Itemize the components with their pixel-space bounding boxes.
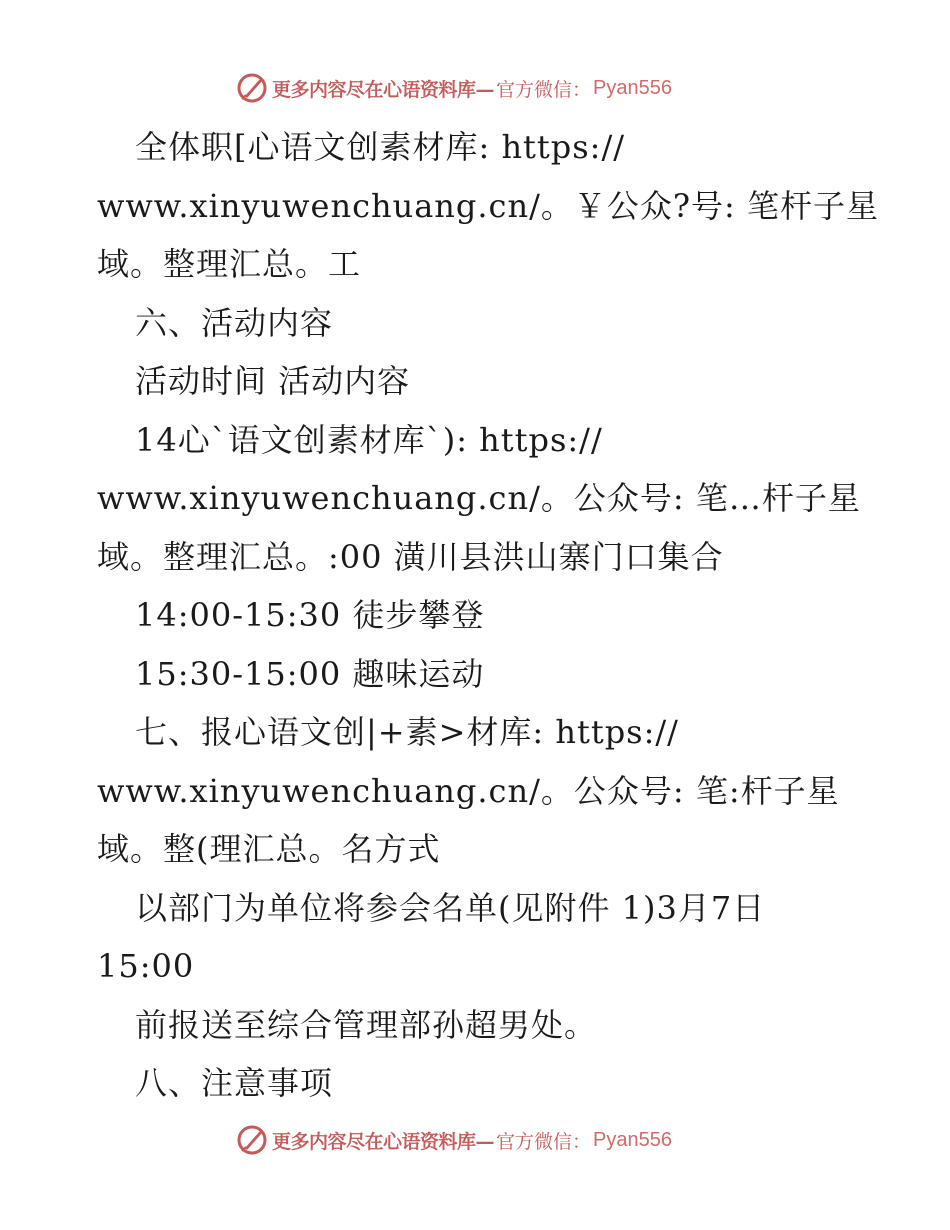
section-heading: 七、报心语文创|+素>材库: https:// <box>135 713 679 751</box>
schedule-item: 14:00-15:30 徒步攀登 <box>135 596 485 634</box>
body-line: www.xinyuwenchuang.cn/。公众号: 笔:杆子星 <box>97 771 840 810</box>
quill-pen-logo-icon <box>236 1124 268 1156</box>
schedule-item: 15:30-15:00 趣味运动 <box>135 654 485 693</box>
body-line: 15:00 <box>97 947 195 985</box>
body-line: 域。整理汇总。工 <box>97 245 362 283</box>
body-line: 全体职[心语文创素材库: https:// <box>135 128 626 166</box>
body-line: 以部门为单位将参会名单(见附件 1)3月7日 <box>135 888 766 927</box>
banner-text: 更多内容尽在心语资料库— <box>272 1130 495 1153</box>
body-line: 域。整(理汇总。名方式 <box>97 830 441 868</box>
body-line: www.xinyuwenchuang.cn/。公众号: 笔…杆子星 <box>97 479 861 517</box>
banner-wechat-label: 官方微信： <box>496 1130 592 1153</box>
section-heading: 六、活动内容 <box>135 303 334 342</box>
body-line: 14心`语文创素材库`): https:// <box>135 420 603 459</box>
body-line: 活动时间 活动内容 <box>135 362 411 400</box>
footer-watermark-banner <box>236 1124 716 1156</box>
body-line: www.xinyuwenchuang.cn/。￥公众?号: 笔杆子星 <box>97 186 879 225</box>
banner-wechat-id: Pyan556 <box>593 1128 672 1151</box>
banner-text: 更多内容尽在心语资料库— <box>272 78 495 101</box>
header-watermark-banner <box>236 72 716 104</box>
quill-pen-logo-icon <box>236 72 268 104</box>
body-line: 域。整理汇总。:00 潢川县洪山寨门口集合 <box>97 537 724 576</box>
document-body <box>97 118 879 1113</box>
banner-wechat-label: 官方微信： <box>496 78 592 101</box>
banner-wechat-id: Pyan556 <box>593 76 672 99</box>
body-line: 前报送至综合管理部孙超男处。 <box>135 1005 598 1044</box>
section-heading: 八、注意事项 <box>135 1064 334 1102</box>
